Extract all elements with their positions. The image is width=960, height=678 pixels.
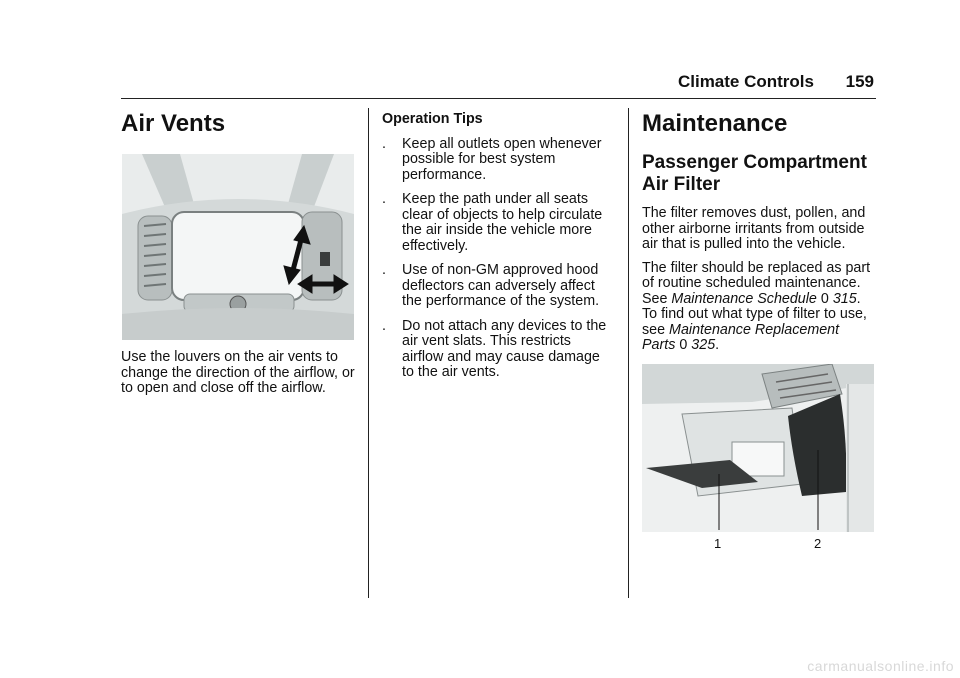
page-number: 159 [845,72,874,91]
maintenance-schedule-link[interactable]: Maintenance Schedule [671,290,817,307]
page-ref-325[interactable]: 325 [691,337,716,353]
maintenance-heading: Maintenance [642,110,788,137]
callout-1: 1 [714,536,722,551]
column-divider-left [368,108,369,598]
bullet: . [382,262,386,278]
bullet: . [382,317,386,334]
operation-tips-heading: Operation Tips [382,111,483,127]
operation-tips-list [382,137,614,381]
page-header [121,72,876,98]
list-item: . Use of non-GM approved hood deflectors can adversely affect the performance of the system. [382,262,600,309]
callout-2: 2 [814,536,822,551]
column-divider-right [628,108,629,598]
air-vents-heading: Air Vents [121,110,226,137]
header-rule [121,98,876,99]
list-item: . Keep the path under all seats clear of objects to help circulate the air inside the vehicle more effectively. [382,191,603,254]
air-vents-caption: Use the louvers on the air vents to change the direction of the airflow, or to open and close off the airflow. [121,349,355,396]
air-filter-heading: Passenger Compartment Air Filter [642,152,867,195]
left-column [121,108,361,138]
right-column [642,108,876,354]
middle-column [382,108,614,381]
watermark: carmanualsonline.info [807,658,954,674]
page-ref-315[interactable]: 315 [832,290,857,307]
list-item: . Do not attach any devices to the air vent slats. This restricts airflow and may cause damage to the air vents. [382,317,607,380]
air-filter-paragraph-2: The filter should be replaced as part of routine scheduled maintenance. See Maintenance Schedule 0 315. To find out what type of filter to use, see Maintenance Replacement Parts 0 325. [642,259,871,353]
bullet: . [382,135,386,152]
maintenance-replacement-parts-link[interactable]: Maintenance Replacement Parts [642,321,840,353]
list-item: . Keep all outlets open whenever possible for best system performance. [382,135,602,183]
air-vents-caption-block [121,350,361,397]
air-vent-illustration [122,154,354,340]
air-filter-paragraph-1: The filter removes dust, pollen, and other airborne irritants from outside air that is pulled into the vehicle. [642,205,866,252]
page-ref-symbol: 0 [820,290,829,307]
glove-box-illustration [642,364,874,532]
bullet: . [382,191,386,207]
section-title: Climate Controls [677,72,814,91]
page-ref-symbol: 0 [679,337,688,353]
